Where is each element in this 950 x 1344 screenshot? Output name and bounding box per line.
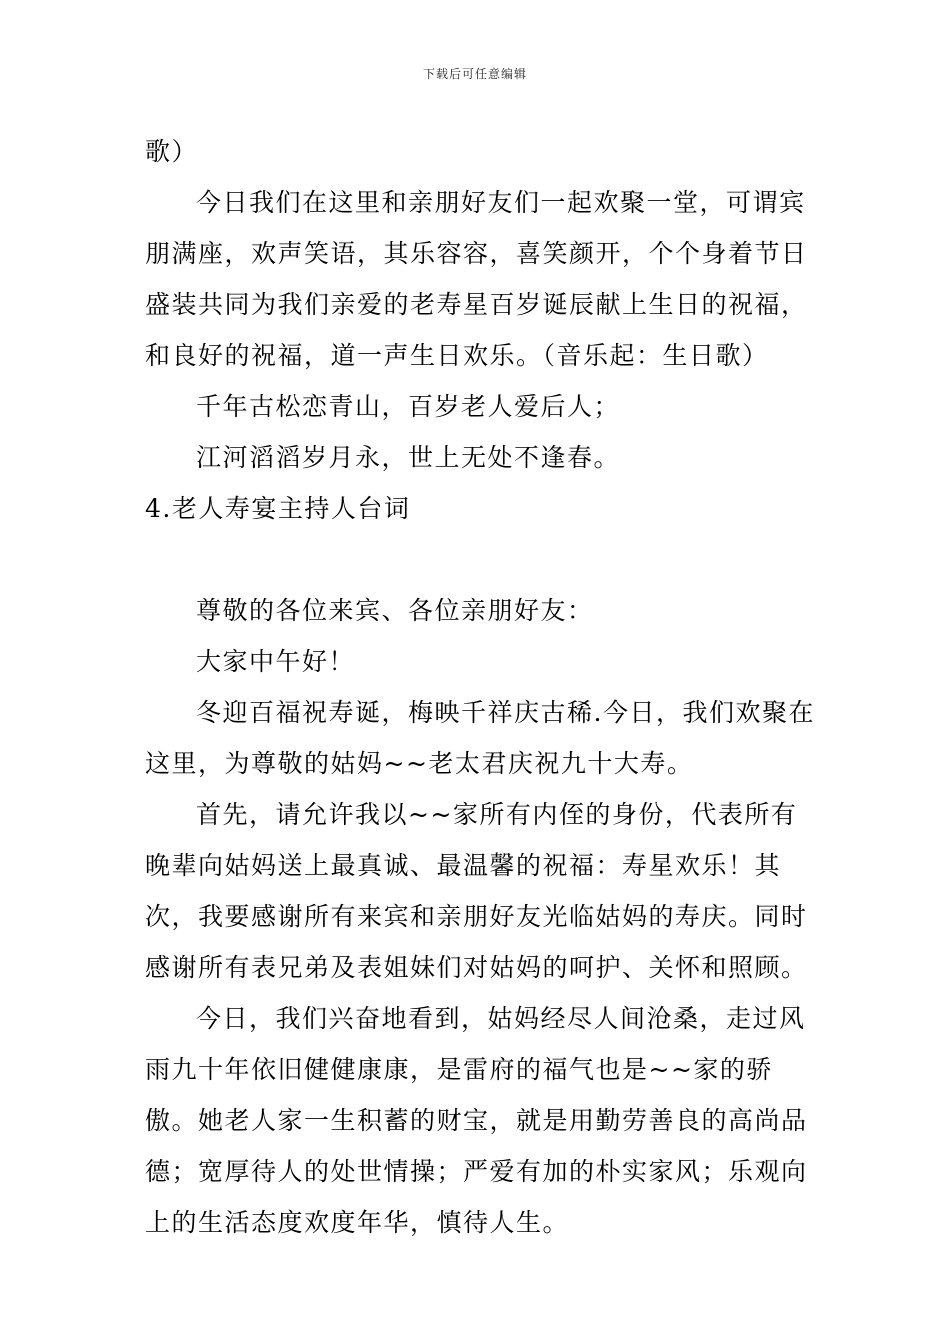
paragraph-couplet-line-2: 江河滔滔岁月永，世上无处不逢春。 (196, 443, 621, 472)
paragraph-couplet-line-1: 千年古松恋青山，百岁老人爱后人； (196, 392, 621, 421)
paragraph-tribute: 今日，我们兴奋地看到，姑妈经尽人间沧桑，走过风雨九十年依旧健健康康，是雷府的福气也是~~家的骄傲。她老人家一生积蓄的财宝，就是用勤劳善良的高尚品德；宽厚待人的处世情操；严爱有加的朴实家风；乐观向上的生活态度欢度年华，慎待人生。 (145, 1004, 808, 1237)
document-body (145, 126, 815, 1248)
paragraph-song-end: 歌） (145, 137, 199, 166)
page-header-note: 下载后可任意编辑 (422, 67, 527, 81)
paragraph-thanks: 首先，请允许我以~~家所有内侄的身份，代表所有晚辈向姑妈送上最真诚、最温馨的祝福：寿星欢乐！其次，我要感谢所有来宾和亲朋好友光临姑妈的寿庆。同时感谢所有表兄弟及表姐妹们对姑妈的呵护、关怀和照顾。 (145, 800, 808, 982)
paragraph-greeting-guests: 尊敬的各位来宾、各位亲朋好友： (196, 596, 594, 625)
section-heading: 4.老人寿宴主持人台词 (145, 494, 411, 523)
paragraph-gathering: 今日我们在这里和亲朋好友们一起欢聚一堂，可谓宾朋满座，欢声笑语，其乐容容，喜笑颜开，个个身着节日盛装共同为我们亲爱的老寿星百岁诞辰献上生日的祝福，和良好的祝福，道一声生日欢乐。（音乐起：生日歌） (145, 188, 808, 370)
blank-line (145, 534, 815, 585)
paragraph-good-afternoon: 大家中午好！ (196, 647, 356, 676)
paragraph-birthday-intro: 冬迎百福祝寿诞，梅映千祥庆古稀.今日，我们欢聚在这里，为尊敬的姑妈~~老太君庆祝九十大寿。 (145, 698, 815, 778)
